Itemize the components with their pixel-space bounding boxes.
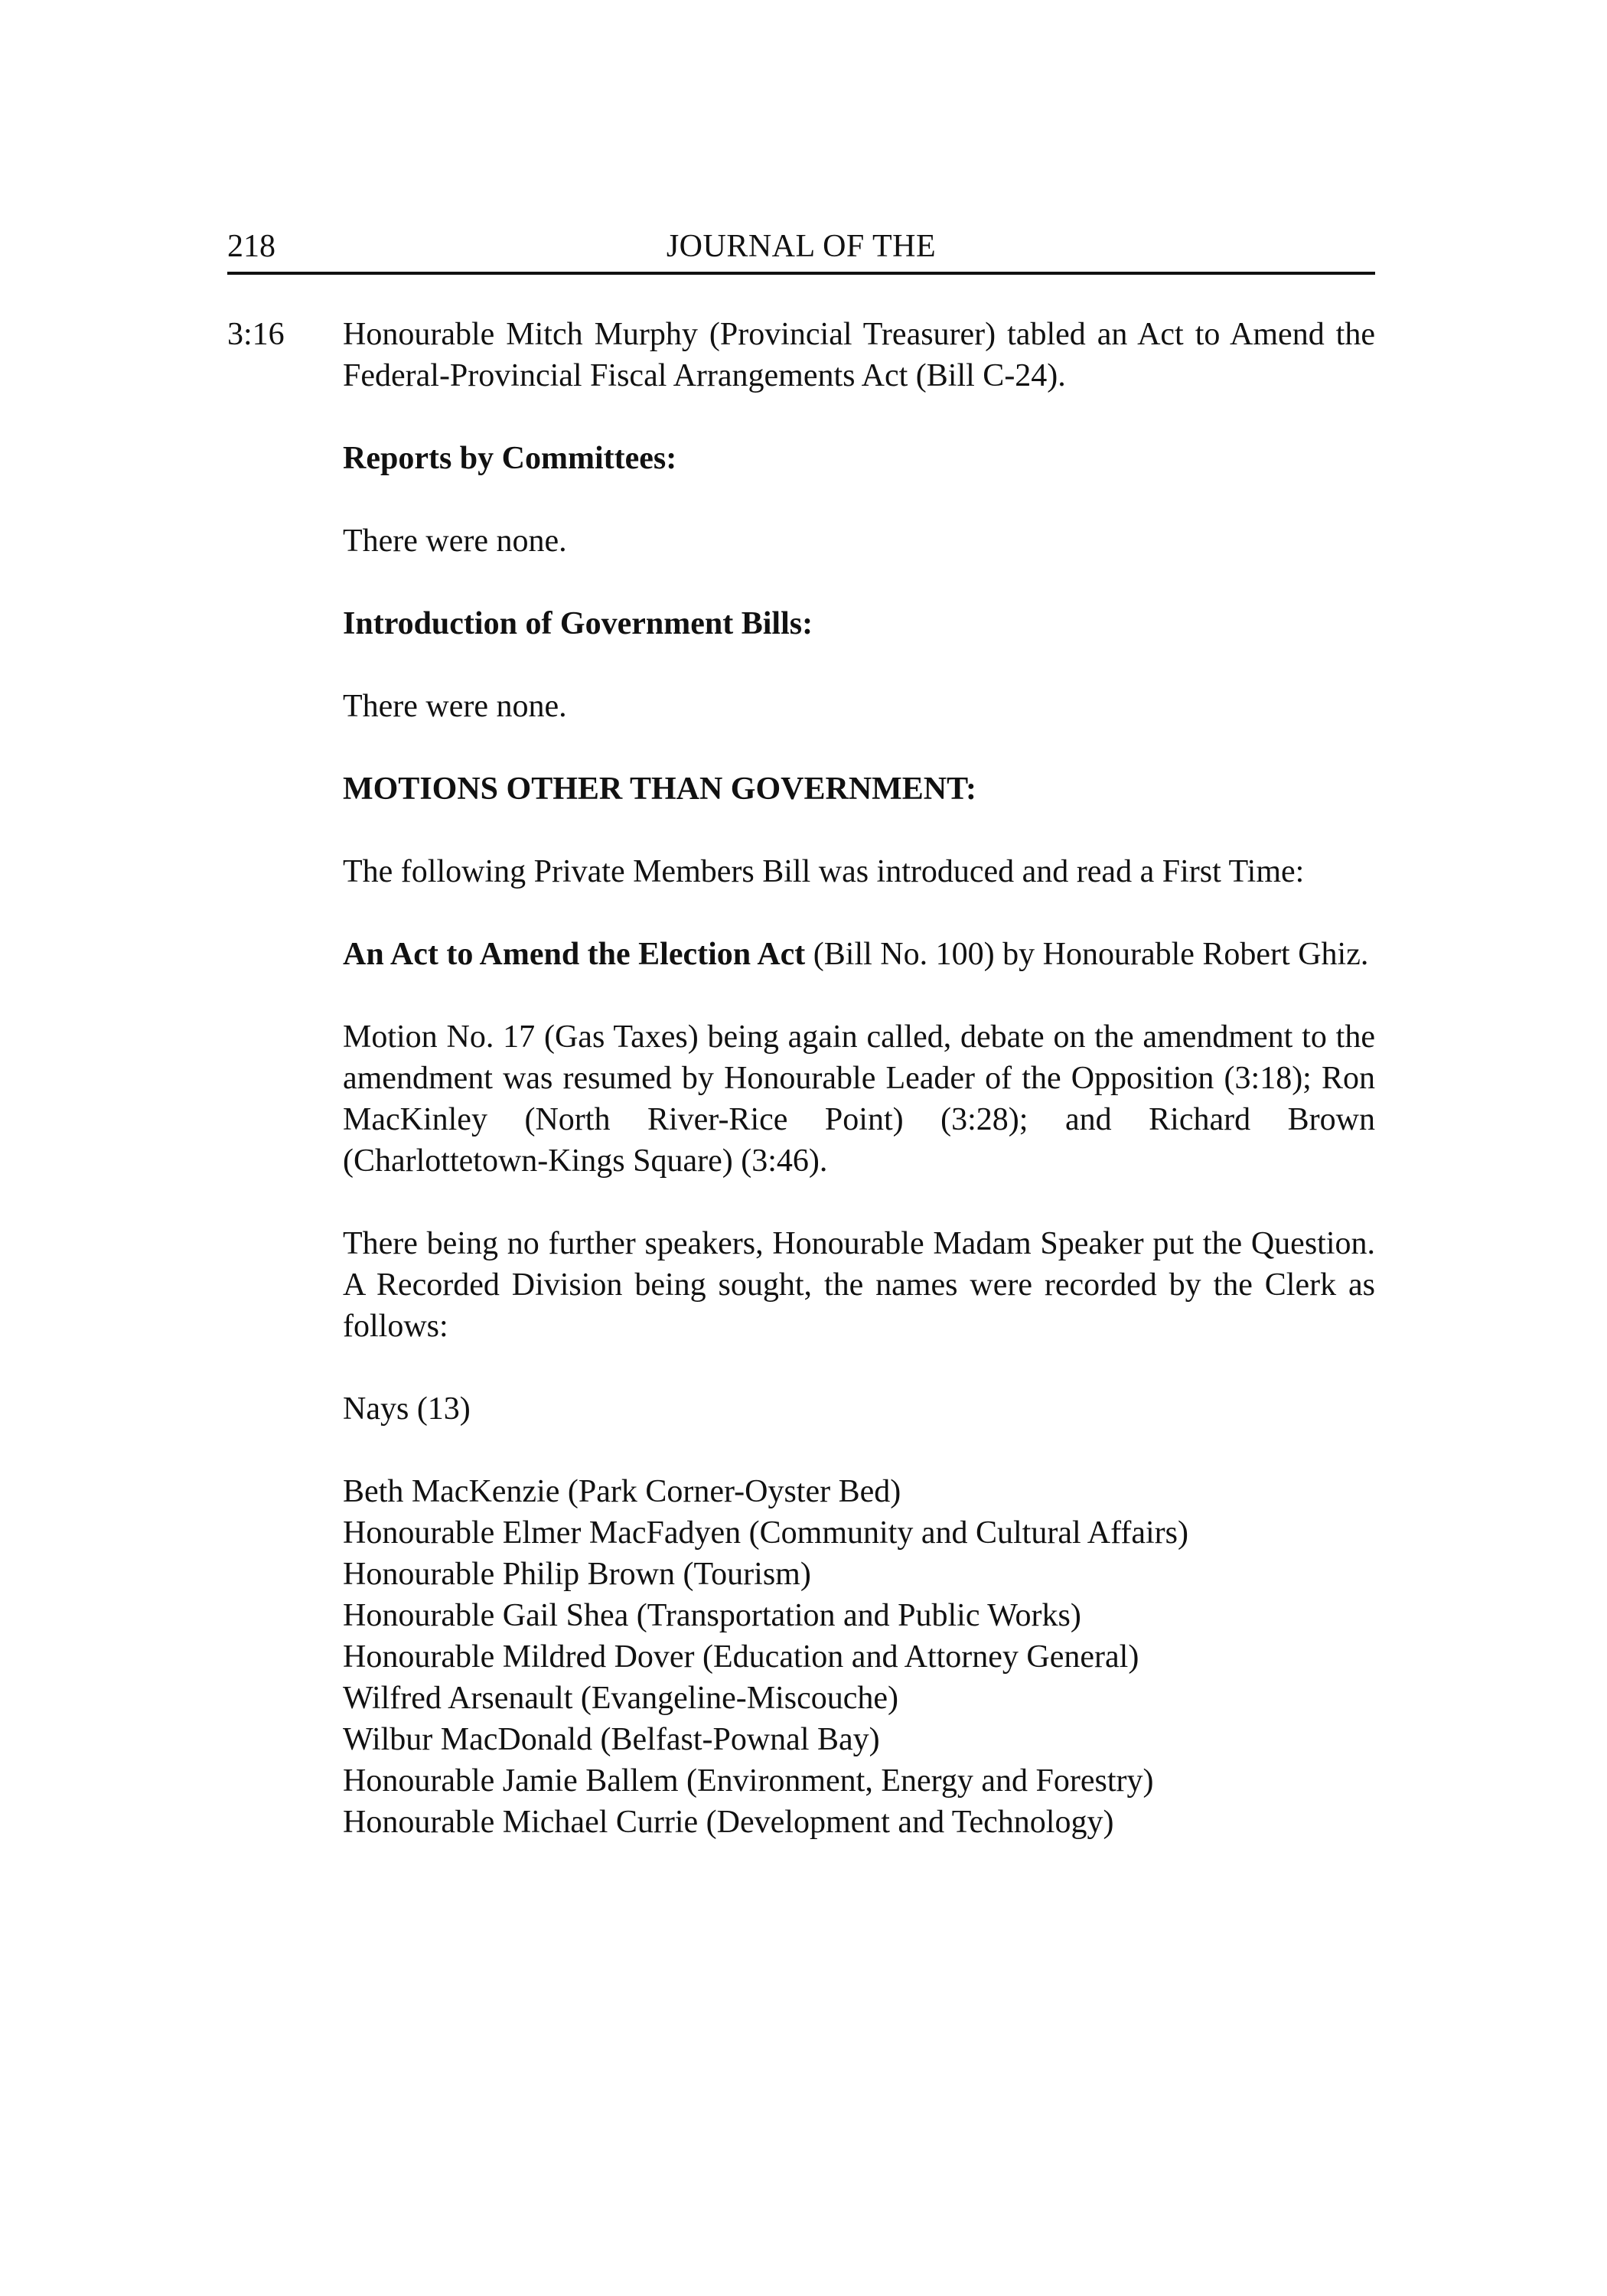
nay-member: Honourable Elmer MacFadyen (Community and Cultural Affairs) [343,1515,1188,1551]
gov-bills-text: There were none. [343,689,567,724]
nay-member: Honourable Mildred Dover (Education and Attorney General) [343,1639,1139,1675]
motions-heading: MOTIONS OTHER THAN GOVERNMENT: [343,771,977,807]
nay-member: Wilfred Arsenault (Evangeline-Miscouche) [343,1681,899,1716]
gov-bills-heading: Introduction of Government Bills: [343,606,813,641]
question-put: There being no further speakers, Honourable Madam Speaker put the Question. A Recorded Division being sought, the names were recorded by the Clerk as follows: [343,1226,1375,1344]
bill-title: An Act to Amend the Election Act [343,937,806,972]
motion-debate: Motion No. 17 (Gas Taxes) being again called, debate on the amendment to the amendment was resumed by Honourable Leader of the Opposition (3:18); Ron MacKinley (North River-Rice Point) (3:28); and Richard Brown (Charlottetown-Kings Square) (3:46). [343,1019,1375,1179]
running-head: JOURNAL OF THE [666,229,937,264]
nay-member: Honourable Philip Brown (Tourism) [343,1557,811,1592]
reports-heading: Reports by Committees: [343,441,677,476]
page-number: 218 [227,229,275,264]
nays-label: Nays (13) [343,1391,471,1427]
nay-member: Wilbur MacDonald (Belfast-Pownal Bay) [343,1722,880,1757]
nay-member: Honourable Gail Shea (Transportation and Public Works) [343,1598,1081,1633]
page-header [227,227,1375,275]
entry-time: 3:16 [227,317,285,352]
private-bill-entry [343,934,1375,975]
nays-list [343,1471,1375,1843]
nay-member: Honourable Michael Currie (Development and Technology) [343,1805,1114,1840]
private-bill-intro: The following Private Members Bill was introduced and read a First Time: [343,854,1305,889]
reports-text: There were none. [343,523,567,559]
tabling-entry: Honourable Mitch Murphy (Provincial Treasurer) tabled an Act to Amend the Federal-Provincial Fiscal Arrangements Act (Bill C-24). [343,317,1375,393]
nay-member: Honourable Jamie Ballem (Environment, Energy and Forestry) [343,1763,1154,1799]
nay-member: Beth MacKenzie (Park Corner-Oyster Bed) [343,1474,901,1509]
journal-body [343,314,1375,1843]
bill-details: (Bill No. 100) by Honourable Robert Ghiz. [805,937,1369,972]
